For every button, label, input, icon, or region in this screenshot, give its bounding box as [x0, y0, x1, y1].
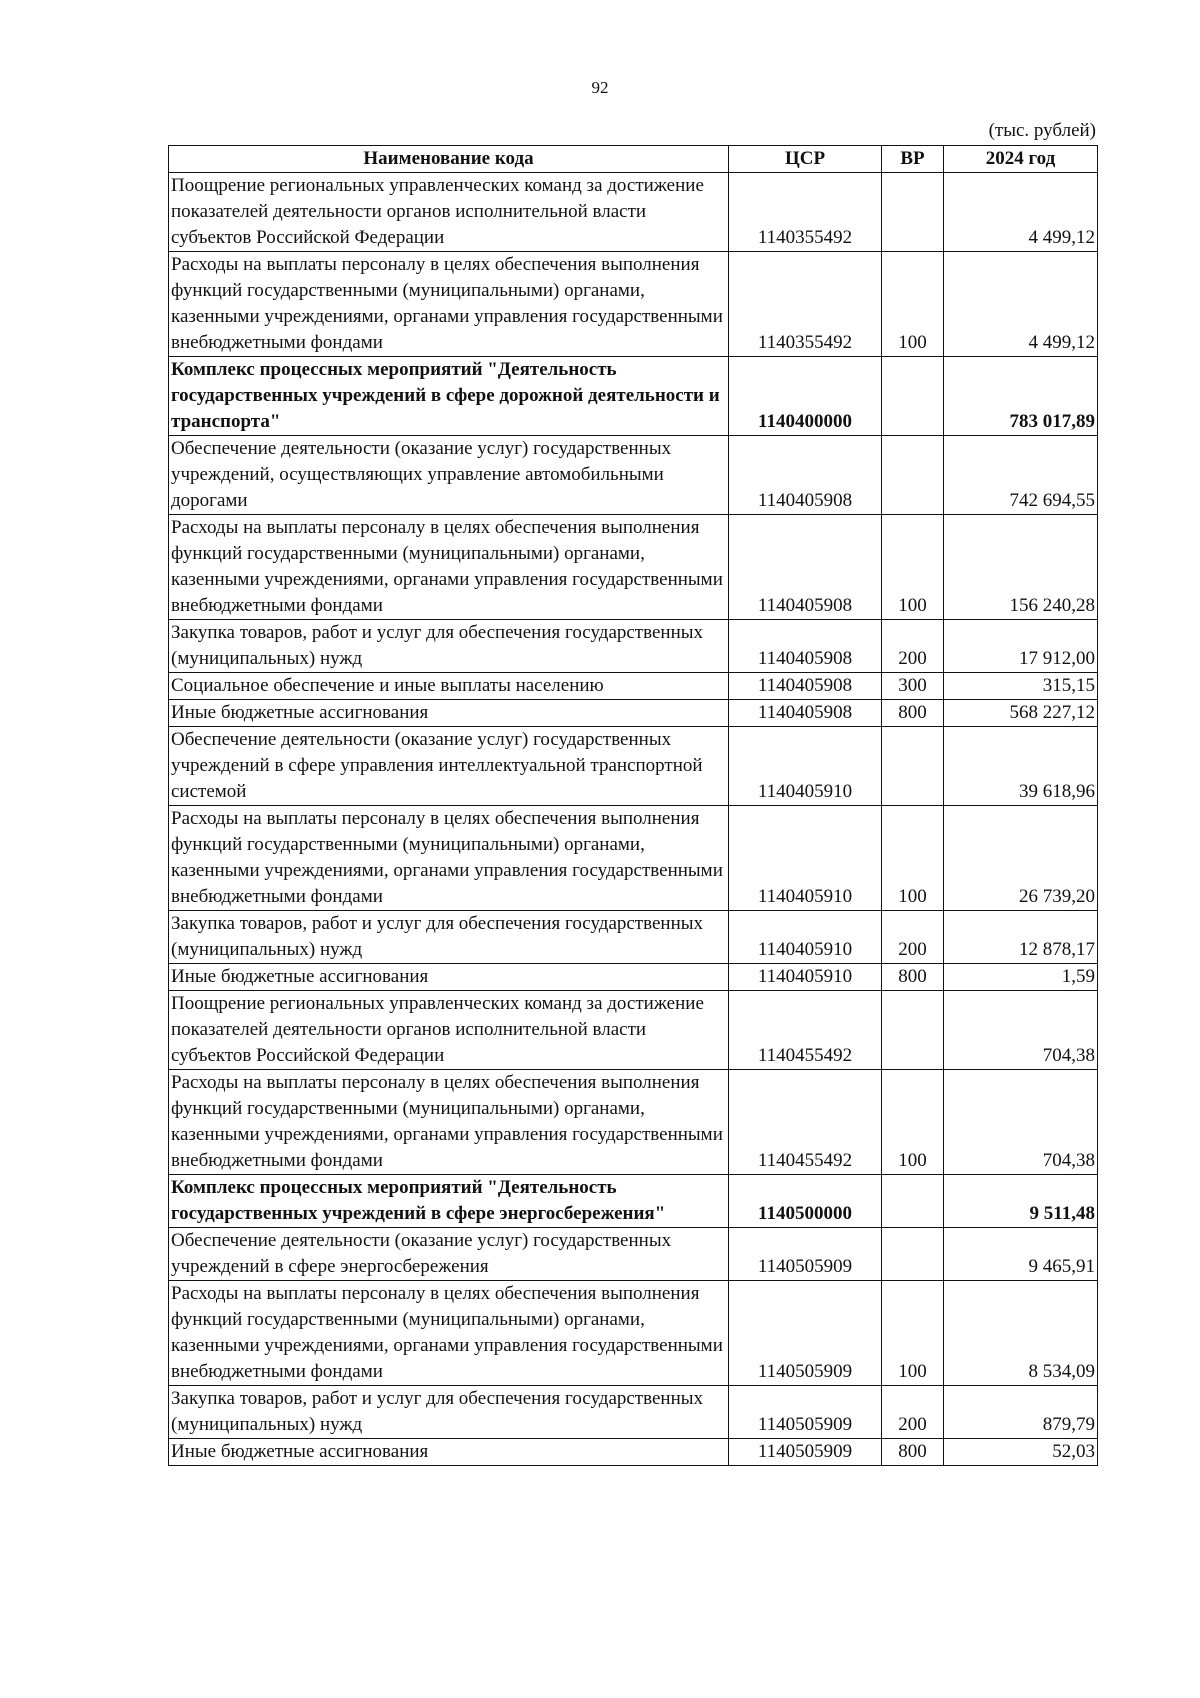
row-name-cell: Обеспечение деятельности (оказание услуг) государственных учреждений в сфере управления интеллектуальной транспортной системой — [169, 727, 729, 806]
row-name-cell: Расходы на выплаты персоналу в целях обеспечения выполнения функций государственными (муниципальными) органами, казенными учреждениями, органами управления государственными внебюджетными фондами — [169, 252, 729, 357]
row-vr-cell: 100 — [882, 806, 944, 911]
row-amount-cell: 39 618,96 — [944, 727, 1098, 806]
row-name-cell: Расходы на выплаты персоналу в целях обеспечения выполнения функций государственными (муниципальными) органами, казенными учреждениями, органами управления государственными внебюджетными фондами — [169, 806, 729, 911]
row-name-cell: Закупка товаров, работ и услуг для обеспечения государственных (муниципальных) нужд — [169, 911, 729, 964]
row-amount-cell: 783 017,89 — [944, 357, 1098, 436]
row-amount-cell: 9 511,48 — [944, 1175, 1098, 1228]
row-csr-cell: 1140405910 — [729, 964, 882, 991]
row-vr-cell: 800 — [882, 1439, 944, 1466]
row-vr-cell: 100 — [882, 1281, 944, 1386]
header-name: Наименование кода — [169, 146, 729, 173]
row-csr-cell: 1140505909 — [729, 1439, 882, 1466]
row-vr-cell: 200 — [882, 911, 944, 964]
row-csr-cell: 1140455492 — [729, 991, 882, 1070]
row-amount-cell: 1,59 — [944, 964, 1098, 991]
row-vr-cell — [882, 1175, 944, 1228]
row-name-cell: Социальное обеспечение и иные выплаты населению — [169, 673, 729, 700]
row-name-cell: Комплекс процессных мероприятий "Деятельность государственных учреждений в сфере энергосбережения" — [169, 1175, 729, 1228]
row-vr-cell — [882, 1228, 944, 1281]
row-vr-cell: 100 — [882, 515, 944, 620]
header-year: 2024 год — [944, 146, 1098, 173]
row-vr-cell — [882, 727, 944, 806]
row-amount-cell: 704,38 — [944, 991, 1098, 1070]
table-row — [169, 727, 1098, 806]
table-row — [169, 673, 1098, 700]
table-row — [169, 620, 1098, 673]
row-amount-cell: 4 499,12 — [944, 252, 1098, 357]
row-csr-cell: 1140405910 — [729, 806, 882, 911]
table-row — [169, 1386, 1098, 1439]
row-amount-cell: 704,38 — [944, 1070, 1098, 1175]
table-row — [169, 436, 1098, 515]
table-row — [169, 515, 1098, 620]
row-csr-cell: 1140505909 — [729, 1228, 882, 1281]
row-amount-cell: 52,03 — [944, 1439, 1098, 1466]
row-amount-cell: 879,79 — [944, 1386, 1098, 1439]
row-vr-cell: 200 — [882, 1386, 944, 1439]
table-row — [169, 700, 1098, 727]
row-amount-cell: 9 465,91 — [944, 1228, 1098, 1281]
budget-table — [168, 145, 1098, 1466]
row-amount-cell: 568 227,12 — [944, 700, 1098, 727]
row-name-cell: Расходы на выплаты персоналу в целях обеспечения выполнения функций государственными (муниципальными) органами, казенными учреждениями, органами управления государственными внебюджетными фондами — [169, 1070, 729, 1175]
row-csr-cell: 1140405908 — [729, 436, 882, 515]
row-csr-cell: 1140355492 — [729, 252, 882, 357]
row-amount-cell: 8 534,09 — [944, 1281, 1098, 1386]
table-row — [169, 357, 1098, 436]
table-body — [169, 173, 1098, 1466]
table-row — [169, 252, 1098, 357]
table-row — [169, 911, 1098, 964]
row-name-cell: Расходы на выплаты персоналу в целях обеспечения выполнения функций государственными (муниципальными) органами, казенными учреждениями, органами управления государственными внебюджетными фондами — [169, 1281, 729, 1386]
page-number: 92 — [591, 78, 609, 97]
table-row — [169, 1175, 1098, 1228]
row-csr-cell: 1140405908 — [729, 620, 882, 673]
row-csr-cell: 1140405910 — [729, 911, 882, 964]
table-header-row — [169, 146, 1098, 173]
row-name-cell: Иные бюджетные ассигнования — [169, 700, 729, 727]
row-name-cell: Поощрение региональных управленческих команд за достижение показателей деятельности органов исполнительной власти субъектов Российской Федерации — [169, 173, 729, 252]
row-name-cell: Обеспечение деятельности (оказание услуг) государственных учреждений, осуществляющих управление автомобильными дорогами — [169, 436, 729, 515]
row-csr-cell: 1140405908 — [729, 700, 882, 727]
table-row — [169, 991, 1098, 1070]
row-name-cell: Поощрение региональных управленческих команд за достижение показателей деятельности органов исполнительной власти субъектов Российской Федерации — [169, 991, 729, 1070]
row-csr-cell: 1140355492 — [729, 173, 882, 252]
row-vr-cell: 300 — [882, 673, 944, 700]
row-csr-cell: 1140505909 — [729, 1281, 882, 1386]
row-vr-cell: 100 — [882, 1070, 944, 1175]
row-csr-cell: 1140405908 — [729, 515, 882, 620]
row-csr-cell: 1140500000 — [729, 1175, 882, 1228]
header-csr: ЦСР — [729, 146, 882, 173]
row-amount-cell: 12 878,17 — [944, 911, 1098, 964]
table-row — [169, 964, 1098, 991]
row-csr-cell: 1140405908 — [729, 673, 882, 700]
table-row — [169, 173, 1098, 252]
table-row — [169, 1439, 1098, 1466]
row-csr-cell: 1140405910 — [729, 727, 882, 806]
row-vr-cell — [882, 436, 944, 515]
row-vr-cell: 200 — [882, 620, 944, 673]
table-row — [169, 1281, 1098, 1386]
table-row — [169, 806, 1098, 911]
row-name-cell: Иные бюджетные ассигнования — [169, 964, 729, 991]
row-vr-cell — [882, 173, 944, 252]
row-name-cell: Закупка товаров, работ и услуг для обеспечения государственных (муниципальных) нужд — [169, 1386, 729, 1439]
row-amount-cell: 315,15 — [944, 673, 1098, 700]
row-csr-cell: 1140455492 — [729, 1070, 882, 1175]
header-vr: ВР — [882, 146, 944, 173]
row-vr-cell: 800 — [882, 700, 944, 727]
row-csr-cell: 1140400000 — [729, 357, 882, 436]
row-amount-cell: 26 739,20 — [944, 806, 1098, 911]
row-amount-cell: 156 240,28 — [944, 515, 1098, 620]
row-vr-cell: 800 — [882, 964, 944, 991]
unit-note: (тыс. рублей) — [988, 120, 1096, 141]
row-csr-cell: 1140505909 — [729, 1386, 882, 1439]
row-name-cell: Расходы на выплаты персоналу в целях обеспечения выполнения функций государственными (муниципальными) органами, казенными учреждениями, органами управления государственными внебюджетными фондами — [169, 515, 729, 620]
row-name-cell: Обеспечение деятельности (оказание услуг) государственных учреждений в сфере энергосбережения — [169, 1228, 729, 1281]
row-vr-cell: 100 — [882, 252, 944, 357]
row-amount-cell: 4 499,12 — [944, 173, 1098, 252]
row-vr-cell — [882, 991, 944, 1070]
row-name-cell: Комплекс процессных мероприятий "Деятельность государственных учреждений в сфере дорожной деятельности и транспорта" — [169, 357, 729, 436]
row-name-cell: Иные бюджетные ассигнования — [169, 1439, 729, 1466]
table-row — [169, 1228, 1098, 1281]
row-name-cell: Закупка товаров, работ и услуг для обеспечения государственных (муниципальных) нужд — [169, 620, 729, 673]
row-amount-cell: 17 912,00 — [944, 620, 1098, 673]
row-vr-cell — [882, 357, 944, 436]
table-row — [169, 1070, 1098, 1175]
row-amount-cell: 742 694,55 — [944, 436, 1098, 515]
